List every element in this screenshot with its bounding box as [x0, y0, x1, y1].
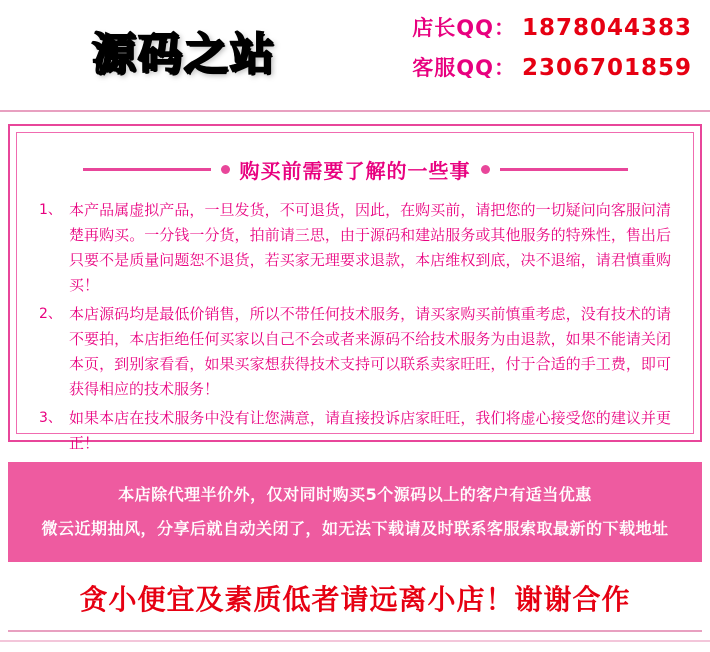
manager-qq-number: 1878044383: [521, 15, 692, 41]
notice-item-number: 1、: [39, 202, 62, 218]
promo-banner: [8, 462, 702, 562]
list-item: [39, 406, 671, 456]
notice-item-number: 3、: [39, 410, 62, 426]
title-dot-right-icon: [481, 165, 490, 174]
footer-divider: [0, 640, 710, 642]
notice-item-text: 本店源码均是最低价销售，所以不带任何技术服务，请买家购买前慎重考虑，没有技术的请不要拍，本店拒绝任何买家以自己不会或者来源码不给技术服务为由退款，如果不能请关闭本页，到别家看看，如果买家想获得技术支持可以联系卖家旺旺，付于合适的手工费，即可获得相应的技术服务！: [69, 305, 671, 398]
notice-panel-inner: [16, 132, 694, 452]
list-item: [39, 302, 671, 402]
slogan-text: 贪小便宜及素质低者请远离小店！谢谢合作: [79, 583, 631, 616]
manager-qq-label: 店长QQ：: [412, 16, 516, 40]
notice-item-text: 本产品属虚拟产品，一旦发货，不可退货，因此，在购买前，请把您的一切疑问向客服问清楚再购买。一分钱一分货，拍前请三思，由于源码和建站服务或其他服务的特殊性，售出后只要不是质量问题恕不退货，若买家无理要求退款，本店维权到底，决不退缩，请君慎重购买！: [69, 201, 671, 294]
notice-panel: [8, 124, 702, 452]
notice-list: [39, 198, 671, 456]
page-header: [0, 0, 710, 112]
list-item: [39, 198, 671, 298]
support-qq-label: 客服QQ：: [412, 56, 516, 80]
notice-item-text: 如果本店在技术服务中没有让您满意，请直接投诉店家旺旺，我们将虚心接受您的建议并更正！: [69, 409, 671, 452]
notice-title: 购买前需要了解的一些事: [239, 159, 471, 183]
slogan-bar: [8, 566, 702, 632]
banner-line-download: 微云近期抽风，分享后就自动关闭了，如无法下载请及时联系客服索取最新的下载地址: [41, 519, 669, 538]
contact-block: [412, 12, 692, 92]
notice-title-bar: [39, 155, 671, 184]
support-qq-number: 2306701859: [521, 55, 692, 81]
contact-row-support: [412, 52, 692, 82]
title-dot-left-icon: [221, 165, 230, 174]
title-rule-right: [500, 168, 628, 171]
site-logo: 源码之站: [92, 29, 276, 80]
banner-line-discount: 本店除代理半价外，仅对同时购买5个源码以上的客户有适当优惠: [118, 485, 592, 504]
notice-item-number: 2、: [39, 306, 62, 322]
title-rule-left: [83, 168, 211, 171]
contact-row-manager: [412, 12, 692, 42]
